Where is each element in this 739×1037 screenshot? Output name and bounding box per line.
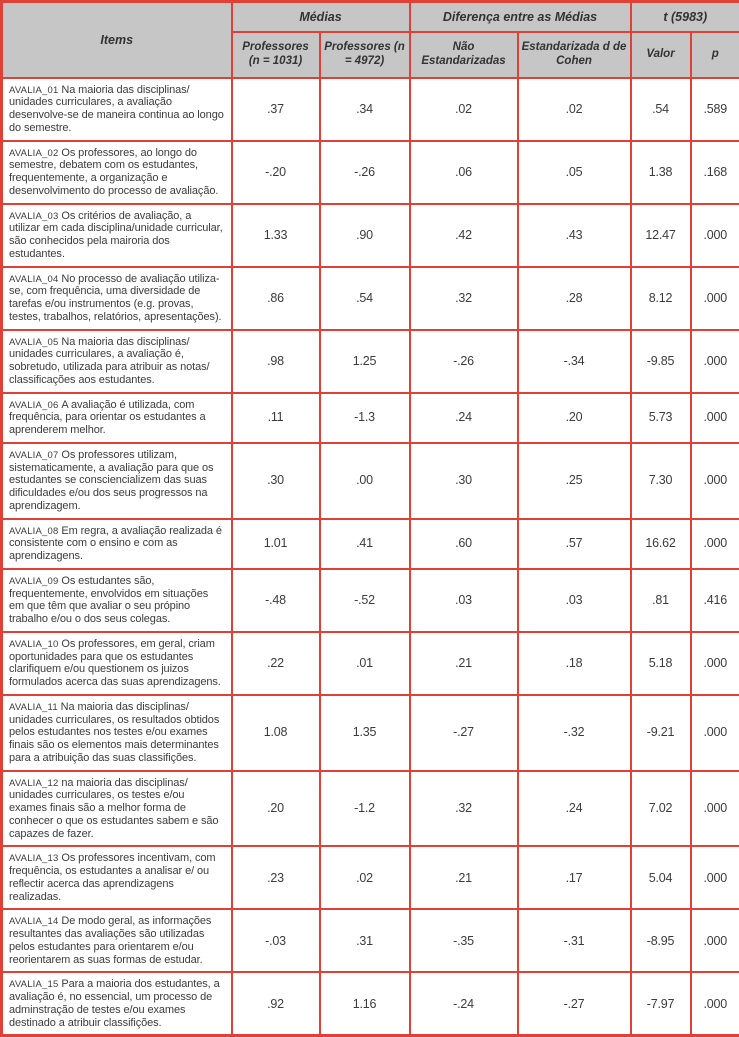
value-cell-t-valor: -8.95 — [631, 909, 691, 972]
value-cell-p: .589 — [691, 78, 739, 141]
value-cell-p: .000 — [691, 330, 739, 393]
column-group-diferenca: Diferença entre as Médias — [410, 2, 631, 32]
item-code: AVALIA_08 — [9, 526, 61, 537]
value-cell-p: .000 — [691, 632, 739, 695]
value-cell-nao-estandarizadas: .21 — [410, 632, 518, 695]
value-cell-estandarizada-cohen: .43 — [518, 204, 631, 267]
value-cell-nao-estandarizadas: .30 — [410, 443, 518, 519]
table-row — [2, 141, 739, 204]
value-cell-estandarizada-cohen: -.32 — [518, 695, 631, 771]
value-cell-nao-estandarizadas: -.24 — [410, 972, 518, 1036]
value-cell-estandarizada-cohen: -.31 — [518, 909, 631, 972]
value-cell-professores-4972: .54 — [320, 267, 410, 330]
item-code: AVALIA_10 — [9, 639, 61, 650]
value-cell-p: .000 — [691, 393, 739, 443]
value-cell-nao-estandarizadas: -.26 — [410, 330, 518, 393]
value-cell-professores-1031: -.48 — [232, 569, 320, 632]
item-text: na maioria das disciplinas/ unidades curriculares, os testes e/ou exames finais são a melhor forma de conhecer o que os estudantes sabem e são capazes de fazer. — [9, 777, 218, 840]
item-code: AVALIA_05 — [9, 337, 61, 348]
table-body — [2, 78, 739, 1036]
table-row — [2, 569, 739, 632]
value-cell-estandarizada-cohen: .02 — [518, 78, 631, 141]
item-cell — [2, 519, 232, 569]
value-cell-t-valor: -9.21 — [631, 695, 691, 771]
table-row — [2, 267, 739, 330]
item-cell — [2, 846, 232, 909]
value-cell-nao-estandarizadas: .24 — [410, 393, 518, 443]
value-cell-professores-4972: -.26 — [320, 141, 410, 204]
column-header-p: p — [691, 32, 739, 78]
item-text: Na maioria das disciplinas/ unidades curriculares, os resultados obtidos pelos estudantes nos testes e/ou exames finais são os elementos mais determinantes para a atribuição das suas classifições. — [9, 701, 219, 764]
column-header-valor: Valor — [631, 32, 691, 78]
table-row — [2, 78, 739, 141]
value-cell-nao-estandarizadas: .06 — [410, 141, 518, 204]
value-cell-p: .000 — [691, 204, 739, 267]
table-row — [2, 204, 739, 267]
item-text: Na maioria das disciplinas/ unidades curriculares, a avaliação desenvolve-se de maneira continua ao longo do semestre. — [9, 84, 224, 134]
value-cell-professores-1031: 1.01 — [232, 519, 320, 569]
value-cell-professores-4972: .31 — [320, 909, 410, 972]
item-code: AVALIA_12 — [9, 778, 61, 789]
value-cell-estandarizada-cohen: .17 — [518, 846, 631, 909]
item-cell — [2, 443, 232, 519]
value-cell-t-valor: -7.97 — [631, 972, 691, 1036]
value-cell-professores-4972: .41 — [320, 519, 410, 569]
item-code: AVALIA_01 — [9, 85, 61, 96]
value-cell-professores-1031: .86 — [232, 267, 320, 330]
column-group-t: t (5983) — [631, 2, 739, 32]
item-code: AVALIA_06 — [9, 400, 61, 411]
item-cell — [2, 204, 232, 267]
item-text: Para a maioria dos estudantes, a avaliação é, no essencial, um processo de adminstração de testes e/ou exames destinado a atribuir classifições. — [9, 978, 220, 1028]
value-cell-p: .416 — [691, 569, 739, 632]
item-text: Em regra, a avaliação realizada é consistente com o ensino e com as aprendizagens. — [9, 525, 222, 563]
value-cell-t-valor: 8.12 — [631, 267, 691, 330]
value-cell-professores-1031: .20 — [232, 771, 320, 847]
item-code: AVALIA_02 — [9, 148, 61, 159]
item-text: De modo geral, as informações resultantes das avaliações são utilizadas pelos estudantes para orientarem e/ou reorientarem as suas formas de estudar. — [9, 915, 211, 965]
value-cell-professores-4972: 1.25 — [320, 330, 410, 393]
value-cell-nao-estandarizadas: .03 — [410, 569, 518, 632]
value-cell-nao-estandarizadas: .32 — [410, 267, 518, 330]
value-cell-t-valor: 1.38 — [631, 141, 691, 204]
item-text: Os professores utilizam, sistematicamente, a avaliação para que os estudantes se consciencializem das suas dificuldades e/ou dos seus progressos na aprendizagem. — [9, 449, 213, 512]
value-cell-professores-1031: .37 — [232, 78, 320, 141]
item-cell — [2, 78, 232, 141]
value-cell-p: .000 — [691, 267, 739, 330]
value-cell-estandarizada-cohen: .28 — [518, 267, 631, 330]
item-text: Os professores, em geral, criam oportunidades para que os estudantes clarifiquem e/ou questionem os juizos formulados acerca das suas aprendizagens. — [9, 638, 221, 688]
value-cell-professores-4972: 1.35 — [320, 695, 410, 771]
item-text: Na maioria das disciplinas/ unidades curriculares, a avaliação é, sobretudo, utilizada para atribuir as notas/ classificações aos estudantes. — [9, 336, 209, 386]
item-code: AVALIA_07 — [9, 450, 61, 461]
item-text: Os estudantes são, frequentemente, envolvidos em situações em que têm que avaliar o seu própino trabalho e/ou o dos seus colegas. — [9, 575, 208, 625]
value-cell-estandarizada-cohen: -.27 — [518, 972, 631, 1036]
value-cell-nao-estandarizadas: -.35 — [410, 909, 518, 972]
value-cell-professores-4972: .01 — [320, 632, 410, 695]
value-cell-p: .000 — [691, 443, 739, 519]
value-cell-nao-estandarizadas: .21 — [410, 846, 518, 909]
table-row — [2, 909, 739, 972]
value-cell-estandarizada-cohen: .05 — [518, 141, 631, 204]
value-cell-t-valor: .54 — [631, 78, 691, 141]
table-row — [2, 846, 739, 909]
table-header — [2, 2, 739, 78]
header-group-row — [2, 2, 739, 32]
item-code: AVALIA_14 — [9, 916, 61, 927]
item-code: AVALIA_03 — [9, 211, 61, 222]
value-cell-professores-4972: -.52 — [320, 569, 410, 632]
value-cell-professores-4972: -1.3 — [320, 393, 410, 443]
item-cell — [2, 393, 232, 443]
value-cell-estandarizada-cohen: .24 — [518, 771, 631, 847]
item-code: AVALIA_11 — [9, 702, 61, 713]
column-header-nao-estandarizadas: Não Estandarizadas — [410, 32, 518, 78]
item-code: AVALIA_15 — [9, 979, 61, 990]
item-text: Os professores, ao longo do semestre, debatem com os estudantes, frequentemente, a organização e desenvolvimento do processo de avaliação. — [9, 147, 218, 197]
table-row — [2, 443, 739, 519]
value-cell-estandarizada-cohen: .20 — [518, 393, 631, 443]
value-cell-nao-estandarizadas: .32 — [410, 771, 518, 847]
item-text: No processo de avaliação utiliza-se, com frequência, uma diversidade de tarefas e/ou instrumentos (e.g. provas, testes, trabalhos, relatórios, apresentações). — [9, 273, 221, 323]
item-cell — [2, 330, 232, 393]
value-cell-nao-estandarizadas: .60 — [410, 519, 518, 569]
item-cell — [2, 695, 232, 771]
value-cell-t-valor: 16.62 — [631, 519, 691, 569]
value-cell-t-valor: -9.85 — [631, 330, 691, 393]
table-row — [2, 771, 739, 847]
value-cell-t-valor: 7.02 — [631, 771, 691, 847]
item-code: AVALIA_04 — [9, 274, 61, 285]
value-cell-p: .000 — [691, 846, 739, 909]
table-row — [2, 632, 739, 695]
column-header-items: Items — [2, 2, 232, 78]
value-cell-professores-1031: -.03 — [232, 909, 320, 972]
table-row — [2, 519, 739, 569]
value-cell-nao-estandarizadas: .42 — [410, 204, 518, 267]
value-cell-estandarizada-cohen: -.34 — [518, 330, 631, 393]
table-row — [2, 695, 739, 771]
value-cell-professores-1031: .30 — [232, 443, 320, 519]
value-cell-professores-4972: .90 — [320, 204, 410, 267]
value-cell-estandarizada-cohen: .03 — [518, 569, 631, 632]
value-cell-professores-1031: .92 — [232, 972, 320, 1036]
value-cell-professores-4972: -1.2 — [320, 771, 410, 847]
item-text: Os critérios de avaliação, a utilizar em cada disciplina/unidade curricular, são conhecidos pela mairoria dos estudantes. — [9, 210, 223, 260]
table-row — [2, 330, 739, 393]
value-cell-nao-estandarizadas: -.27 — [410, 695, 518, 771]
value-cell-professores-1031: -.20 — [232, 141, 320, 204]
column-header-professores-4972: Professores (n = 4972) — [320, 32, 410, 78]
value-cell-professores-4972: .02 — [320, 846, 410, 909]
value-cell-t-valor: .81 — [631, 569, 691, 632]
item-cell — [2, 909, 232, 972]
item-text: A avaliação é utilizada, com frequência, para orientar os estudantes a aprenderem melhor. — [9, 399, 205, 437]
value-cell-nao-estandarizadas: .02 — [410, 78, 518, 141]
value-cell-p: .000 — [691, 909, 739, 972]
table-row — [2, 393, 739, 443]
value-cell-p: .000 — [691, 519, 739, 569]
item-cell — [2, 972, 232, 1036]
item-text: Os professores incentivam, com frequência, os estudantes a analisar e/ ou reflectir acerca das aprendizagens realizadas. — [9, 852, 215, 902]
value-cell-t-valor: 5.73 — [631, 393, 691, 443]
value-cell-p: .000 — [691, 695, 739, 771]
table-row — [2, 972, 739, 1036]
column-group-medias: Médias — [232, 2, 410, 32]
value-cell-professores-1031: .11 — [232, 393, 320, 443]
value-cell-estandarizada-cohen: .57 — [518, 519, 631, 569]
item-cell — [2, 771, 232, 847]
column-header-estandarizada-cohen: Estandarizada d de Cohen — [518, 32, 631, 78]
value-cell-professores-1031: 1.33 — [232, 204, 320, 267]
value-cell-t-valor: 5.18 — [631, 632, 691, 695]
value-cell-estandarizada-cohen: .25 — [518, 443, 631, 519]
value-cell-p: .000 — [691, 771, 739, 847]
column-header-professores-1031: Professores (n = 1031) — [232, 32, 320, 78]
value-cell-professores-4972: .00 — [320, 443, 410, 519]
value-cell-professores-1031: .23 — [232, 846, 320, 909]
value-cell-p: .000 — [691, 972, 739, 1036]
item-cell — [2, 569, 232, 632]
item-code: AVALIA_09 — [9, 576, 61, 587]
item-cell — [2, 632, 232, 695]
value-cell-professores-4972: .34 — [320, 78, 410, 141]
value-cell-professores-1031: .22 — [232, 632, 320, 695]
value-cell-t-valor: 5.04 — [631, 846, 691, 909]
item-cell — [2, 141, 232, 204]
value-cell-estandarizada-cohen: .18 — [518, 632, 631, 695]
item-cell — [2, 267, 232, 330]
value-cell-t-valor: 7.30 — [631, 443, 691, 519]
value-cell-professores-1031: 1.08 — [232, 695, 320, 771]
value-cell-professores-1031: .98 — [232, 330, 320, 393]
item-code: AVALIA_13 — [9, 853, 61, 864]
value-cell-p: .168 — [691, 141, 739, 204]
value-cell-professores-4972: 1.16 — [320, 972, 410, 1036]
value-cell-t-valor: 12.47 — [631, 204, 691, 267]
